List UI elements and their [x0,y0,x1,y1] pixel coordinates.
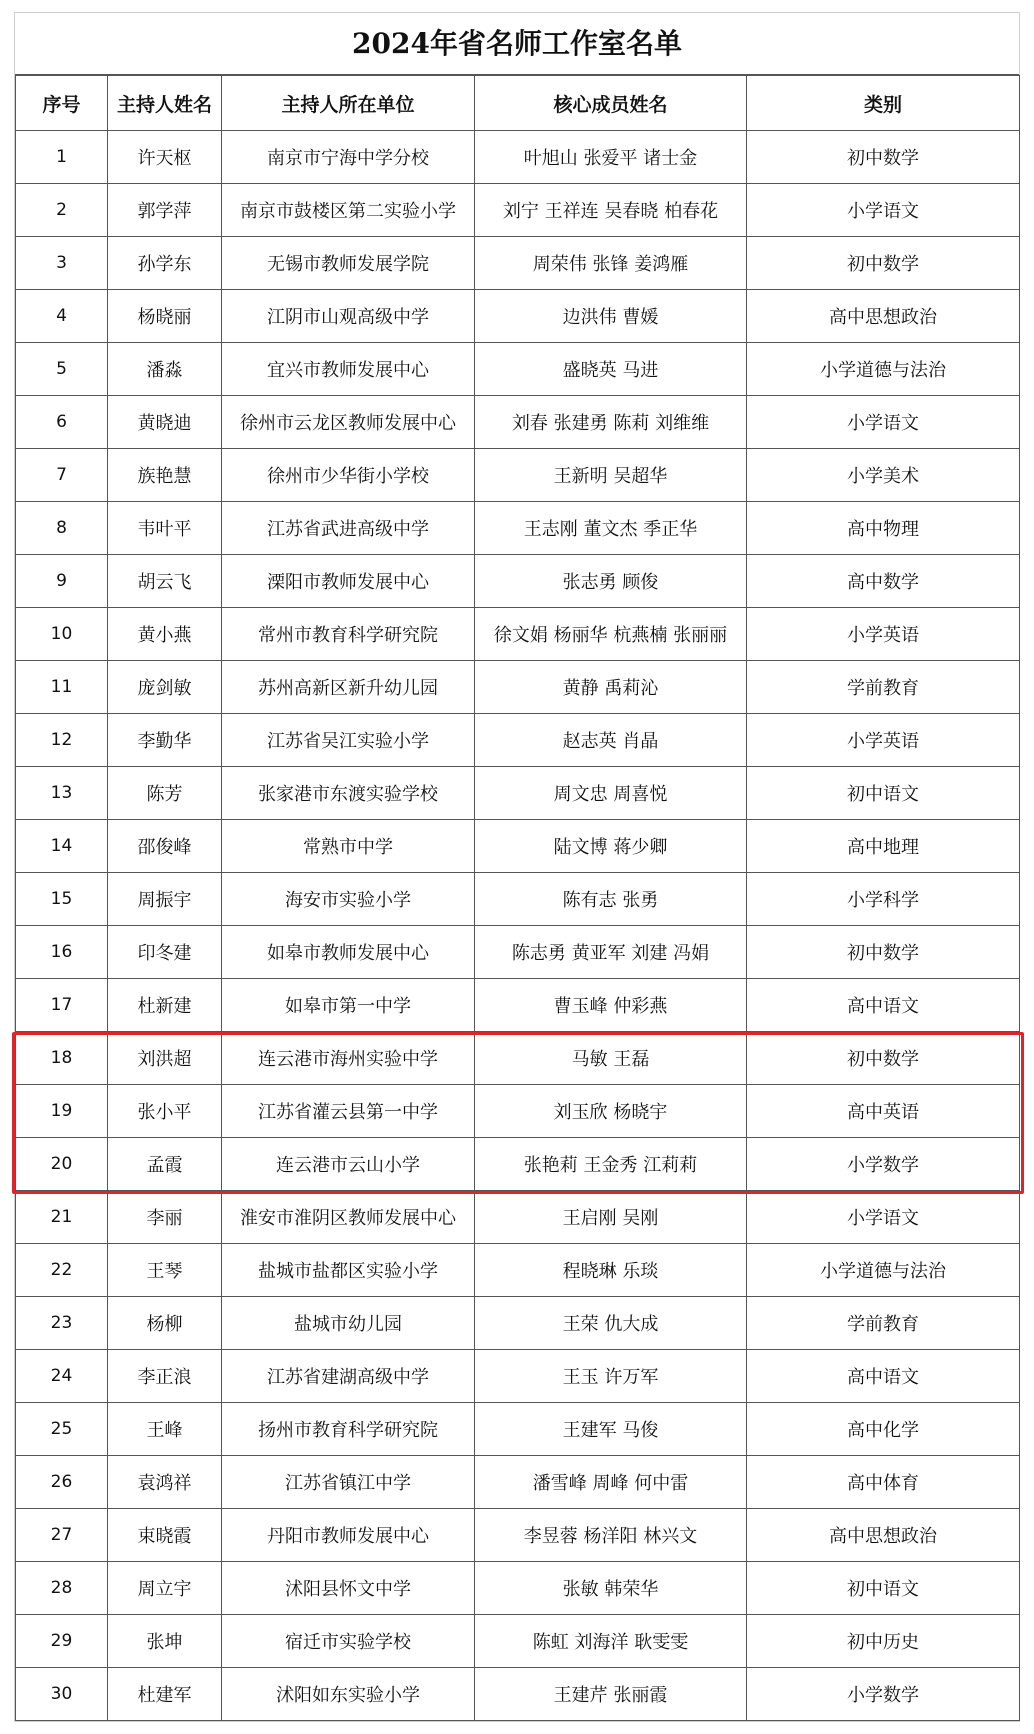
core-members-cell: 程晓琳 乐琰 [475,1244,747,1297]
host-unit-cell: 盐城市幼儿园 [222,1297,475,1350]
table-row [16,1297,1020,1350]
host-name-cell: 陈芳 [108,767,222,820]
host-name-cell: 胡云飞 [108,555,222,608]
core-members-cell: 王志刚 董文杰 季正华 [475,502,747,555]
category-cell: 小学道德与法治 [747,1244,1020,1297]
host-name-cell: 黄晓迪 [108,396,222,449]
core-members-cell: 周荣伟 张锋 姜鸿雁 [475,237,747,290]
table-row [16,1668,1020,1721]
header-host-unit: 主持人所在单位 [222,76,475,131]
host-name-cell: 郭学萍 [108,184,222,237]
host-unit-cell: 南京市宁海中学分校 [222,131,475,184]
serial-cell: 17 [16,979,108,1032]
category-cell: 初中语文 [747,1562,1020,1615]
serial-cell: 4 [16,290,108,343]
serial-cell: 23 [16,1297,108,1350]
serial-cell: 13 [16,767,108,820]
host-name-cell: 韦叶平 [108,502,222,555]
core-members-cell: 赵志英 肖晶 [475,714,747,767]
host-unit-cell: 连云港市云山小学 [222,1138,475,1191]
host-name-cell: 李丽 [108,1191,222,1244]
table-row [16,290,1020,343]
host-unit-cell: 江阴市山观高级中学 [222,290,475,343]
core-members-cell: 边洪伟 曹媛 [475,290,747,343]
host-unit-cell: 宿迁市实验学校 [222,1615,475,1668]
category-cell: 高中地理 [747,820,1020,873]
category-cell: 高中思想政治 [747,1509,1020,1562]
host-name-cell: 潘淼 [108,343,222,396]
category-cell: 高中语文 [747,979,1020,1032]
category-cell: 小学英语 [747,608,1020,661]
table-row [16,1456,1020,1509]
host-name-cell: 孙学东 [108,237,222,290]
category-cell: 小学道德与法治 [747,343,1020,396]
serial-cell: 2 [16,184,108,237]
table-row [16,1615,1020,1668]
category-cell: 学前教育 [747,661,1020,714]
host-name-cell: 袁鸿祥 [108,1456,222,1509]
category-cell: 高中思想政治 [747,290,1020,343]
category-cell: 小学语文 [747,396,1020,449]
category-cell: 小学数学 [747,1138,1020,1191]
table-row [16,184,1020,237]
table-row [16,1138,1020,1191]
category-cell: 初中数学 [747,1032,1020,1085]
serial-cell: 11 [16,661,108,714]
table-row [16,873,1020,926]
category-cell: 小学英语 [747,714,1020,767]
core-members-cell: 盛晓英 马进 [475,343,747,396]
host-name-cell: 张坤 [108,1615,222,1668]
core-members-cell: 周文忠 周喜悦 [475,767,747,820]
host-name-cell: 周立宇 [108,1562,222,1615]
host-name-cell: 孟霞 [108,1138,222,1191]
serial-cell: 15 [16,873,108,926]
core-members-cell: 张敏 韩荣华 [475,1562,747,1615]
category-cell: 学前教育 [747,1297,1020,1350]
table-row [16,1032,1020,1085]
host-unit-cell: 如皋市第一中学 [222,979,475,1032]
host-name-cell: 杨柳 [108,1297,222,1350]
header-serial: 序号 [16,76,108,131]
core-members-cell: 刘宁 王祥连 吴春晓 柏春花 [475,184,747,237]
host-name-cell: 族艳慧 [108,449,222,502]
serial-cell: 19 [16,1085,108,1138]
table-row [16,131,1020,184]
host-unit-cell: 宜兴市教师发展中心 [222,343,475,396]
host-unit-cell: 海安市实验小学 [222,873,475,926]
serial-cell: 10 [16,608,108,661]
category-cell: 高中体育 [747,1456,1020,1509]
host-name-cell: 杜新建 [108,979,222,1032]
core-members-cell: 马敏 王磊 [475,1032,747,1085]
core-members-cell: 陆文博 蒋少卿 [475,820,747,873]
table-row [16,1085,1020,1138]
host-unit-cell: 南京市鼓楼区第二实验小学 [222,184,475,237]
core-members-cell: 张志勇 顾俊 [475,555,747,608]
table-row [16,926,1020,979]
category-cell: 高中化学 [747,1403,1020,1456]
category-cell: 高中英语 [747,1085,1020,1138]
host-name-cell: 邵俊峰 [108,820,222,873]
host-unit-cell: 溧阳市教师发展中心 [222,555,475,608]
serial-cell: 26 [16,1456,108,1509]
core-members-cell: 曹玉峰 仲彩燕 [475,979,747,1032]
serial-cell: 14 [16,820,108,873]
serial-cell: 20 [16,1138,108,1191]
category-cell: 初中语文 [747,767,1020,820]
host-name-cell: 许天枢 [108,131,222,184]
serial-cell: 8 [16,502,108,555]
core-members-cell: 徐文娟 杨丽华 杭燕楠 张丽丽 [475,608,747,661]
host-unit-cell: 扬州市教育科学研究院 [222,1403,475,1456]
core-members-cell: 陈志勇 黄亚军 刘建 冯娟 [475,926,747,979]
host-name-cell: 王峰 [108,1403,222,1456]
serial-cell: 22 [16,1244,108,1297]
host-unit-cell: 常熟市中学 [222,820,475,873]
core-members-cell: 张艳莉 王金秀 江莉莉 [475,1138,747,1191]
host-name-cell: 周振宇 [108,873,222,926]
host-unit-cell: 如皋市教师发展中心 [222,926,475,979]
category-cell: 小学科学 [747,873,1020,926]
header-core-members: 核心成员姓名 [475,76,747,131]
table-body [16,131,1020,1721]
table-row [16,502,1020,555]
host-name-cell: 李正浪 [108,1350,222,1403]
host-unit-cell: 淮安市淮阴区教师发展中心 [222,1191,475,1244]
category-cell: 小学数学 [747,1668,1020,1721]
host-unit-cell: 沭阳如东实验小学 [222,1668,475,1721]
core-members-cell: 王建芹 张丽霞 [475,1668,747,1721]
host-name-cell: 刘洪超 [108,1032,222,1085]
serial-cell: 5 [16,343,108,396]
core-members-cell: 王荣 仇大成 [475,1297,747,1350]
table-row [16,1350,1020,1403]
table-row [16,555,1020,608]
host-unit-cell: 江苏省建湖高级中学 [222,1350,475,1403]
host-name-cell: 黄小燕 [108,608,222,661]
table-row [16,714,1020,767]
serial-cell: 3 [16,237,108,290]
core-members-cell: 王新明 吴超华 [475,449,747,502]
host-unit-cell: 苏州高新区新升幼儿园 [222,661,475,714]
host-name-cell: 王琴 [108,1244,222,1297]
host-name-cell: 庞剑敏 [108,661,222,714]
host-unit-cell: 江苏省武进高级中学 [222,502,475,555]
serial-cell: 21 [16,1191,108,1244]
category-cell: 初中数学 [747,237,1020,290]
host-name-cell: 杨晓丽 [108,290,222,343]
page-title: 2024年省名师工作室名单 [15,13,1019,75]
core-members-cell: 刘春 张建勇 陈莉 刘维维 [475,396,747,449]
core-members-cell: 王玉 许万军 [475,1350,747,1403]
serial-cell: 7 [16,449,108,502]
table-row [16,820,1020,873]
serial-cell: 9 [16,555,108,608]
table-row [16,237,1020,290]
host-name-cell: 印冬建 [108,926,222,979]
table-row [16,343,1020,396]
table-row [16,661,1020,714]
core-members-cell: 刘玉欣 杨晓宇 [475,1085,747,1138]
host-unit-cell: 江苏省灌云县第一中学 [222,1085,475,1138]
host-unit-cell: 徐州市云龙区教师发展中心 [222,396,475,449]
core-members-cell: 陈虹 刘海洋 耿雯雯 [475,1615,747,1668]
host-name-cell: 束晓霞 [108,1509,222,1562]
table-row [16,449,1020,502]
serial-cell: 6 [16,396,108,449]
category-cell: 初中历史 [747,1615,1020,1668]
document-sheet [14,12,1020,1722]
host-name-cell: 李勤华 [108,714,222,767]
category-cell: 小学语文 [747,184,1020,237]
table-header-row [16,76,1020,131]
core-members-cell: 黄静 禹莉沁 [475,661,747,714]
host-unit-cell: 无锡市教师发展学院 [222,237,475,290]
core-members-cell: 叶旭山 张爱平 诸士金 [475,131,747,184]
table-row [16,767,1020,820]
serial-cell: 25 [16,1403,108,1456]
table-row [16,1562,1020,1615]
host-unit-cell: 徐州市少华街小学校 [222,449,475,502]
host-unit-cell: 江苏省镇江中学 [222,1456,475,1509]
host-unit-cell: 沭阳县怀文中学 [222,1562,475,1615]
table-row [16,396,1020,449]
core-members-cell: 王建军 马俊 [475,1403,747,1456]
category-cell: 小学语文 [747,1191,1020,1244]
host-unit-cell: 盐城市盐都区实验小学 [222,1244,475,1297]
host-unit-cell: 江苏省吴江实验小学 [222,714,475,767]
host-unit-cell: 丹阳市教师发展中心 [222,1509,475,1562]
table-row [16,608,1020,661]
category-cell: 高中物理 [747,502,1020,555]
roster-table [15,75,1020,1721]
table-row [16,1191,1020,1244]
serial-cell: 28 [16,1562,108,1615]
host-unit-cell: 连云港市海州实验中学 [222,1032,475,1085]
category-cell: 高中语文 [747,1350,1020,1403]
host-unit-cell: 张家港市东渡实验学校 [222,767,475,820]
table-row [16,979,1020,1032]
serial-cell: 12 [16,714,108,767]
category-cell: 初中数学 [747,131,1020,184]
category-cell: 初中数学 [747,926,1020,979]
serial-cell: 1 [16,131,108,184]
table-row [16,1403,1020,1456]
core-members-cell: 李昱蓉 杨洋阳 林兴文 [475,1509,747,1562]
category-cell: 高中数学 [747,555,1020,608]
core-members-cell: 潘雪峰 周峰 何中雷 [475,1456,747,1509]
serial-cell: 30 [16,1668,108,1721]
core-members-cell: 王启刚 吴刚 [475,1191,747,1244]
host-name-cell: 张小平 [108,1085,222,1138]
host-name-cell: 杜建军 [108,1668,222,1721]
serial-cell: 27 [16,1509,108,1562]
category-cell: 小学美术 [747,449,1020,502]
table-row [16,1244,1020,1297]
serial-cell: 29 [16,1615,108,1668]
serial-cell: 18 [16,1032,108,1085]
serial-cell: 24 [16,1350,108,1403]
core-members-cell: 陈有志 张勇 [475,873,747,926]
table-row [16,1509,1020,1562]
header-host-name: 主持人姓名 [108,76,222,131]
header-category: 类别 [747,76,1020,131]
host-unit-cell: 常州市教育科学研究院 [222,608,475,661]
serial-cell: 16 [16,926,108,979]
